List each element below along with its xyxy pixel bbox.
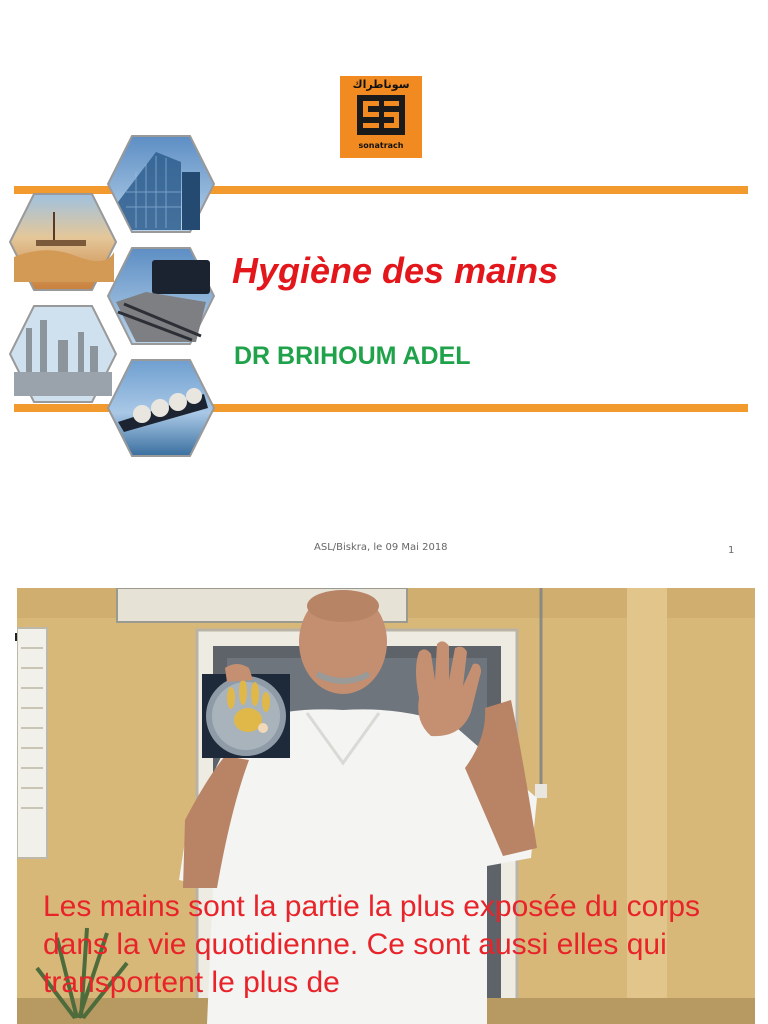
photo-slide	[17, 588, 755, 1024]
city-buildings-photo	[108, 136, 214, 232]
slide-title: Hygiène des mains	[232, 250, 559, 291]
logo-arabic-text: سوناطراك	[352, 78, 410, 91]
desert-oil-field-photo	[10, 194, 116, 290]
photo-caption: Les mains sont la partie la plus exposée du corps dans la vie quotidienne. Ce sont aussi elles qui transportent le plus de	[43, 890, 701, 999]
logo-wordmark: sonatrach	[358, 141, 404, 150]
hexagon-photo-collage	[6, 132, 222, 462]
refinery-photo	[10, 306, 116, 402]
pipeline-tank-photo	[108, 248, 214, 344]
presenter-name: DR BRIHOUM ADEL	[234, 342, 471, 370]
sonatrach-logo	[340, 76, 422, 158]
page-number: 1	[728, 545, 735, 556]
slide-footer: ASL/Biskra, le 09 Mai 2018	[314, 542, 448, 553]
lng-tanker-ship-photo	[108, 360, 214, 456]
logo-mark-icon	[357, 95, 405, 135]
